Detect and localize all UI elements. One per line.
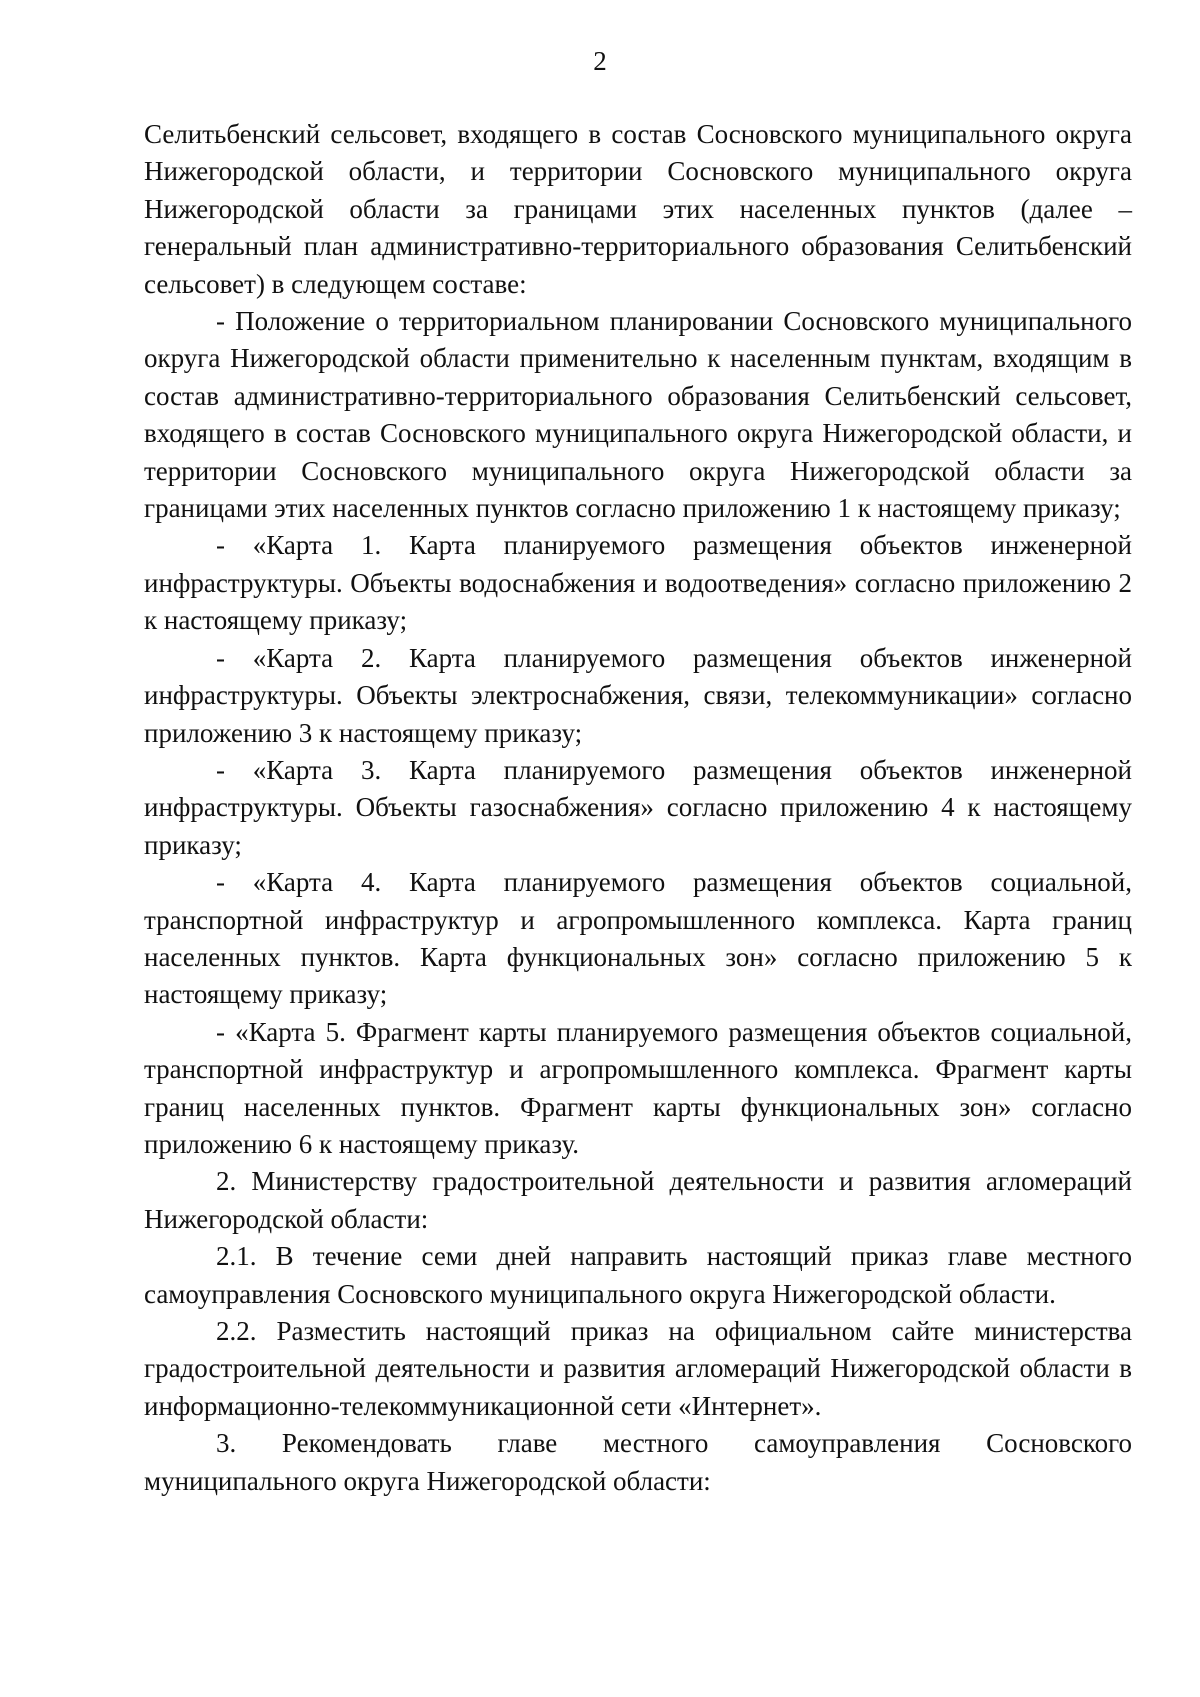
document-body <box>144 116 1132 1500</box>
paragraph-list-item-map-2: - «Карта 2. Карта планируемого размещения объектов инженерной инфраструктуры. Объекты электроснабжения, связи, телекоммуникации» согласно приложению 3 к настоящему приказу; <box>144 642 1132 748</box>
paragraph-list-item-map-1: - «Карта 1. Карта планируемого размещения объектов инженерной инфраструктуры. Объекты водоснабжения и водоотведения» согласно приложению 2 к настоящему приказу; <box>144 530 1132 636</box>
page-number: 2 <box>593 46 607 76</box>
paragraph-list-item-regulation: - Положение о территориальном планировании Сосновского муниципального округа Нижегородской области применительно к населенным пунктам, входящим в состав административно-территориального образования Селитьбенский сельсовет, входящего в состав Сосновского муниципального округа Нижегородской области, и территории Сосновского муниципального округа Нижегородской области за границами этих населенных пунктов согласно приложению 1 к настоящему приказу; <box>144 306 1132 524</box>
paragraph-list-item-map-3: - «Карта 3. Карта планируемого размещения объектов инженерной инфраструктуры. Объекты газоснабжения» согласно приложению 4 к настоящему приказу; <box>144 754 1132 860</box>
paragraph-section-2-1: 2.1. В течение семи дней направить настоящий приказ главе местного самоуправления Сосновского муниципального округа Нижегородской области. <box>144 1241 1132 1309</box>
paragraph-continuation: Селитьбенский сельсовет, входящего в состав Сосновского муниципального округа Нижегородской области, и территории Сосновского муниципального округа Нижегородской области за границами этих населенных пунктов (далее – генеральный план административно-территориального образования Селитьбенский сельсовет) в следующем составе: <box>144 119 1132 299</box>
paragraph-section-3: 3. Рекомендовать главе местного самоуправления Сосновского муниципального округа Нижегородской области: <box>144 1428 1132 1496</box>
paragraph-list-item-map-4: - «Карта 4. Карта планируемого размещения объектов социальной, транспортной инфраструктур и агропромышленного комплекса. Карта границ населенных пунктов. Карта функциональных зон» согласно приложению 5 к настоящему приказу; <box>144 867 1132 1010</box>
paragraph-section-2-2: 2.2. Разместить настоящий приказ на официальном сайте министерства градостроительной деятельности и развития агломераций Нижегородской области в информационно-телекоммуникационной сети «Интернет». <box>144 1316 1132 1421</box>
paragraph-list-item-map-5: - «Карта 5. Фрагмент карты планируемого размещения объектов социальной, транспортной инфраструктур и агропромышленного комплекса. Фрагмент карты границ населенных пунктов. Фрагмент карты функциональных зон» согласно приложению 6 к настоящему приказу. <box>144 1016 1132 1159</box>
paragraph-section-2: 2. Министерству градостроительной деятельности и развития агломераций Нижегородской области: <box>144 1166 1132 1234</box>
